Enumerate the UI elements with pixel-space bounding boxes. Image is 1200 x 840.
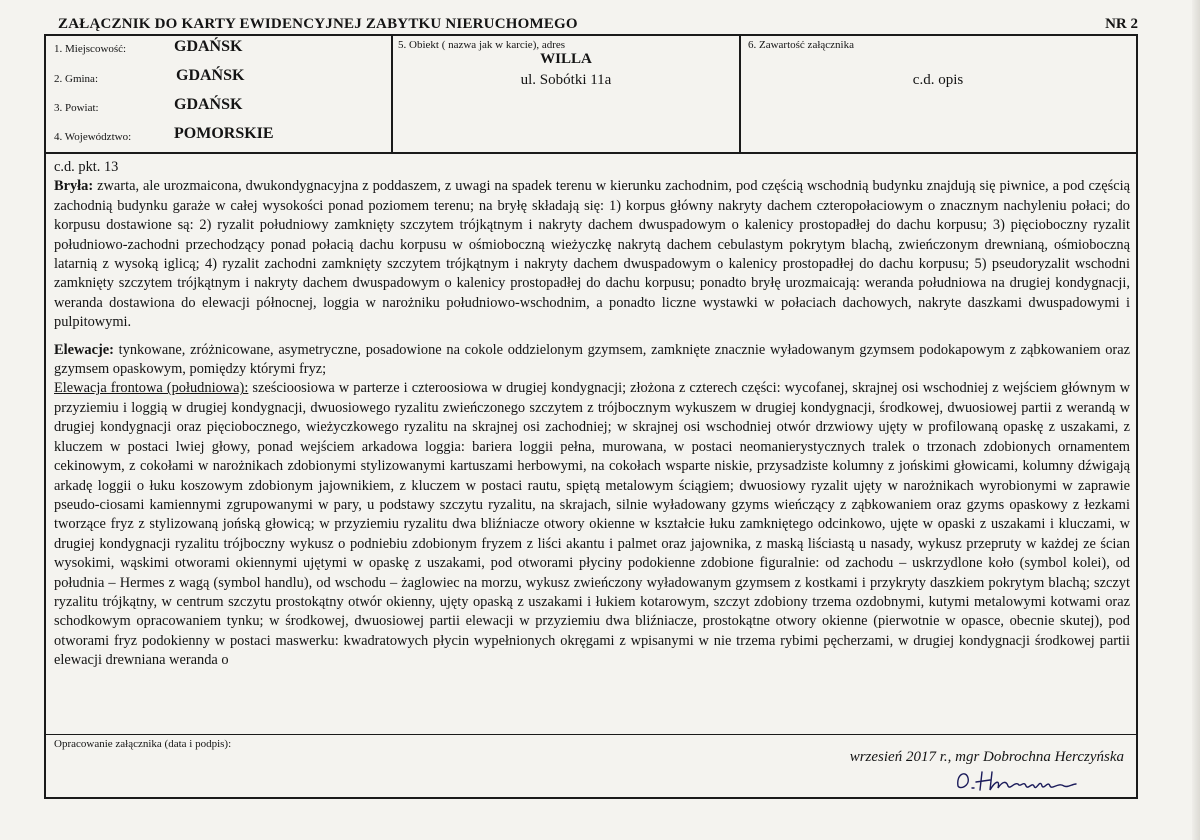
county-value: GDAŃSK xyxy=(174,96,243,113)
page-edge xyxy=(1192,0,1200,840)
voivodeship-label: 4. Województwo: xyxy=(54,131,132,143)
contents-label: 6. Zawartość załącznika xyxy=(748,39,854,51)
bryla-heading: Bryła: xyxy=(54,178,94,195)
commune-value: GDAŃSK xyxy=(176,67,245,84)
elewacje-text: tynkowane, zróżnicowane, asymetryczne, posadowione na cokole oddzielonym gzymsem, zamknięte znacznie wyładowanym gzymsem podokapowym z ząbkowaniem oraz gzymsem opaskowym, pomiędzy którymi fryz; xyxy=(54,341,1130,378)
object-label: 5. Obiekt ( nazwa jak w karcie), adres xyxy=(398,39,566,51)
footer-separator xyxy=(44,734,1138,735)
county-label: 3. Powiat: xyxy=(54,102,99,114)
author-line: wrzesień 2017 r., mgr Dobrochna Herczyńska xyxy=(849,749,1124,765)
contents-value: c.d. opis xyxy=(912,72,964,88)
frontowa-text: sześcioosiowa w parterze i czteroosiowa w drugiej kondygnacji; złożona z czterech części: wycofanej, skrajnej osi wschodniej z wejściem głównym w przyziemiu i loggią w drugiej kondygnacji, dwuosiowego ryzalitu zwieńczonego szczytem z trójbocznym wykuszem w drugiej kondygnacji, środkowej, dwuosiowej partii z werandą w drugiej kondygnacji oraz pięciobocznego, wieżyczkowego ryzalitu na skrajnej osi zachodniej; w skrajnej osi wschodniej otwór drzwiowy ujęty w profilowaną opaskę z uszakami, z kluczem w postaci lwiej głowy, ponad wejściem arkadowa loggia: bariera loggii pełna, murowana, w postaci neomanierystycznych tralek o trzonach zdobionych ornamentem cekinowym, z cokołami w narożnikach zdobionymi stylizowanymi kartuszami herbowymi, na cokołach wsparte niskie, przysadziste kolumny z jońskimi głowicami, kolumny dźwigają arkadę loggii o łuku koszowym zdobionym jajownikiem, z kluczem w postaci rautu, spiętą metalowym ściągiem; dwuosiowy ryzalit ujęty w narożnikach wyrobionymi w zaprawie pseudo-ciosami kamiennymi zgrupowanymi w pary, u podstawy szczytu ryzalitu, na skrajach, silnie wyładowany gzyms wieńczący z ząbkowaniem oraz gzyms opaskowy z łezkami tworzące fryz z stylizowaną jońską głowicą; w przyziemiu ryzalitu dwa bliźniacze otwory okienne w kształcie łuku zamkniętego odcinkowo, ujęte w opaski z uszakami i kluczami, w drugiej kondygnacji ryzalitu trójboczny wykusz o podniebiu zdobionym fryzem z liści akantu i palmet oraz jajownika, z maską liściastą u nasady, wykusz przepruty w każdej ze ścian wysokimi, wąskimi otworami okiennymi ujętymi w opaskę z uszakami, pod otworami płyciny podokienne zdobione figuralnie: od zachodu – uskrzydlone koło (symbol kolei), od południa – Hermes z wagą (symbol handlu), od wschodu – żaglowiec na morzu, wykusz zwieńczony wyładowanym gzymsem z kostkami i przykryty daszkiem pokrytym blachą; szczyt ryzalitu trójkątny, w centrum szczytu prostokątny otwór okienny, ujęty opaską z uszakami i łukiem kotarowym, szczyt zdobiony trzema ozdobnymi, kutymi metalowymi kotwami oraz schodkowym opracowaniem tynku; w środkowej, dwuosiowej partii elewacji w przyziemiu dwa bliźniacze, prostokątne otwory okienne (pierwotnie w opasce, obecnie skutej), pod otworami fryz podokienny w postaci maswerku: kwadratowych płycin wypełnionych okręgami z wpisanymi w nie trzema rybimi pęcherzami, w drugiej kondygnacji środkowej partii elewacji drewniana weranda o xyxy=(54,380,1130,669)
object-address: ul. Sobótki 11a xyxy=(520,72,612,88)
voivodeship-value: POMORSKIE xyxy=(174,125,274,142)
frontowa-paragraph xyxy=(54,379,1130,670)
elewacje-paragraph xyxy=(54,341,1130,380)
prepared-by-label: Opracowanie załącznika (data i podpis): xyxy=(54,738,232,750)
column-divider-2 xyxy=(739,34,741,154)
commune-label: 2. Gmina: xyxy=(54,73,98,85)
column-divider-1 xyxy=(391,34,393,154)
document-title: ZAŁĄCZNIK DO KARTY EWIDENCYJNEJ ZABYTKU NIERUCHOMEGO xyxy=(58,16,578,32)
description-body xyxy=(54,158,1130,671)
handwritten-signature xyxy=(952,764,1082,794)
header-separator xyxy=(44,152,1138,154)
frontowa-heading: Elewacja frontowa (południowa): xyxy=(54,380,249,397)
document-number: NR 2 xyxy=(1105,16,1138,32)
locality-value: GDAŃSK xyxy=(174,38,243,55)
bryla-text: zwarta, ale urozmaicona, dwukondygnacyjna z poddaszem, z uwagi na spadek terenu w kierunku zachodnim, pod częścią wschodnią budynku znajdują się piwnice, a pod częścią zachodnią budynku garaże w całej wysokości ponad poziomem terenu; na bryłę składają się: 1) korpus główny nakryty dachem czteropołaciowym o znacznym nachyleniu połaci; do korpusu dostawione są: 2) ryzalit południowy zamknięty szczytem trójkątnym i nakryty dachem dwuspadowym o kalenicy prostopadłej do dachu korpusu; 3) pięcioboczny ryzalit południowo-zachodni przechodzący ponad połacią dachu korpusu w ośmioboczną wieżyczkę nakrytą dachem cebulastym pokrytym blachą, zwieńczonym drewnianą, ośmioboczną latarnią z wysoką iglicą; 4) ryzalit zachodni zamknięty szczytem trójkątnym i nakryty dachem dwuspadowym o kalenicy prostopadłej do dachu korpusu; 5) pseudoryzalit wschodni zamknięty szczytem trójkątnym i nakryty dachem dwuspadowym o kalenicy prostopadłej do dachu korpusu; ponadto bryłę urozmaicają: weranda południowa na drugiej kondygnacji, weranda dostawiona do elewacji północnej, loggia w narożniku południowo-wschodnim, a ponadto liczne wystawki w połaciach dachowych, nakryte daszkami dwuspadowymi i pulpitowymi. xyxy=(54,178,1130,331)
elewacje-heading: Elewacje: xyxy=(54,341,114,358)
locality-label: 1. Miejscowość: xyxy=(54,43,127,55)
title-bar xyxy=(50,14,1138,36)
continuation-note: c.d. pkt. 13 xyxy=(54,159,119,175)
object-name: WILLA xyxy=(540,51,592,67)
bryla-paragraph xyxy=(54,177,1130,332)
